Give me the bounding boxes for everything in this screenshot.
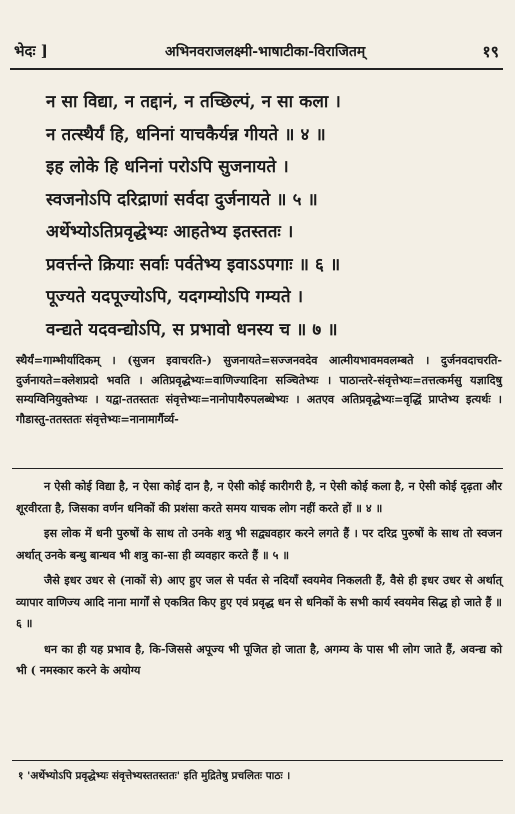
verse-block — [46, 86, 496, 346]
verse-line: न सा विद्या, न तद्दानं, न तच्छिल्पं, न सा कला । — [46, 92, 341, 112]
header-section-label: भेदः ] — [14, 42, 48, 60]
verse-line: प्रवर्त्तन्ते क्रियाः सर्वाः पर्वतेभ्य इवाऽऽपगाः ॥ ६ ॥ — [46, 254, 341, 275]
translation-paragraph: धन का ही यह प्रभाव है, कि-जिससे अपूज्य भी पूजित हो जाता है, अगम्य के पास भी लोग जाते हैं, अवन्द्य को भी ( नमस्कार करने के अयोग्य — [16, 641, 502, 677]
translation-paragraph: न ऐसी कोई विद्या है, न ऐसा कोई दान है, न ऐसी कोई कारीगरी है, न ऐसी कोई कला है, न ऐसी कोई दृढ़ता और शूरवीरता है, जिसका वर्णन धनिकों की प्रशंसा करते समय याचक लोग नहीं करते हों ॥ ४ ॥ — [16, 479, 502, 515]
verse-line: न तत्स्थैर्यं हि, धनिनां याचकैर्यन्न गीयते ॥ ४ ॥ — [46, 124, 326, 145]
commentary-paragraph: स्थैर्यं=गाम्भीर्यादिकम् । (सुजन इवाचरति-) सुजनायते=सज्जनवदेव आत्मीयभावमवलम्बते । दुर्जनवदाचरति-दुर्जनायते=क्लेशप्रदो भवति । अतिप्रवृद्धेभ्यः=वाणिज्यादिना सञ्चितेभ्यः । पाठान्तरे-संवृत्तेभ्यः=तत्तत्कर्मसु यज्ञादिषु सम्यग्विनियुक्तेभ्यः । यद्वा-ततस्ततः संवृत्तेभ्यः=नानोपायैरुपलब्धेभ्यः । अतएव अतिप्रवृद्धेभ्यः=वृद्धिं प्राप्तेभ्य इत्यर्थः । गौडास्तु-ततस्ततः संवृत्तेभ्यः=नानामार्गैर्व्य- — [16, 353, 502, 426]
page-number: १९ — [482, 42, 499, 61]
footnote-rule — [12, 760, 503, 761]
hindi-translation — [16, 476, 502, 686]
verse-line: इह लोके हि धनिनां परोऽपि सुजनायते । — [46, 157, 289, 177]
verse-line: वन्द्यते यदवन्द्योऽपि, स प्रभावो धनस्य च ॥ ७ ॥ — [46, 319, 338, 340]
verse-line: अर्थेभ्योऽतिप्रवृद्धेभ्यः आहतेभ्य इतस्ततः । — [46, 222, 294, 242]
translation-paragraph: जैसे इधर उधर से (नाकों से) आए हुए जल से पर्वत से नदियाँ स्वयमेव निकलती हैं, वैसे ही इधर उधर से अर्थात् व्यापार वाणिज्य आदि नाना मार्गों से एकत्रित किए हुए एवं प्रवृद्ध धन से धनिकों के सभी कार्य स्वयमेव सिद्ध हो जाते हैं ॥ ६ ॥ — [16, 573, 502, 630]
header-title: अभिनवराजलक्ष्मी-भाषाटीका-विराजितम् — [165, 43, 366, 60]
verse-line: पूज्यते यदपूज्योऽपि, यदगम्योऽपि गम्यते । — [46, 287, 304, 307]
sanskrit-commentary — [16, 351, 502, 429]
verse-line: स्वजनोऽपि दरिद्राणां सर्वदा दुर्जनायते ॥ ५ ॥ — [46, 189, 318, 210]
footnote: १ 'अर्थेभ्योऽपि प्रवृद्धेभ्यः संवृत्तेभ्यस्ततस्ततः' इति मुद्रितेषु प्रचलितः पाठः । — [18, 770, 291, 782]
commentary-rule — [12, 468, 503, 469]
running-header — [14, 38, 499, 64]
translation-paragraph: इस लोक में धनी पुरुषों के साथ तो उनके शत्रु भी सद्व्यवहार करने लगते हैं । पर दरिद्र पुरुषों के साथ तो स्वजन अर्थात् उनके बन्धु बान्धव भी शत्रु का-सा ही व्यवहार करते हैं ॥ ५ ॥ — [16, 526, 502, 562]
header-rule — [10, 68, 503, 70]
